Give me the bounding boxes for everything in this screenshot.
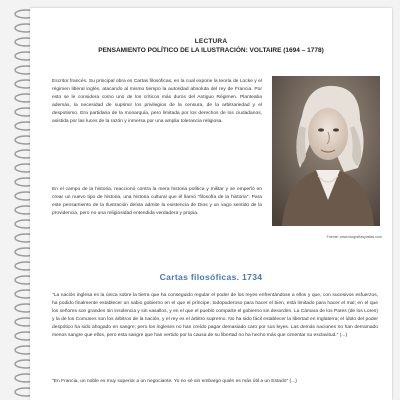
lecture-label: LECTURA [194,38,228,45]
document-header [30,38,392,54]
document-page [30,8,392,400]
page-title: PENSAMIENTO POLÍTICO DE LA ILUSTRACIÓN: VOLTAIRE (1694 – 1778) [98,47,324,54]
section-title: Cartas filosóficas. 1734 [159,272,263,282]
portrait-caption: Fuente: www.biografiasyvidas.com [326,235,382,239]
quote-paragraph-1: "La nación inglesa es la única sobre la tierra que ha conseguido regular el poder de los reyes enfrentándose a ellos y que, con sucesivos esfuerzos, ha podido finalmente establecer un sabio gobierno en el que el príncipe, todopoderoso para hacer el bien, está limitado para hacer el mal; en el que los señores son grandes sin insolencia y sin vasallos, y en el que el pueblo comparte el gobierno sin desorden. La Cámara de los Pares (de los Lores) y la de los Comunes son los árbitros de la nación, y el rey es el árbitro supremo. No ha sido fácil establecer la libertad en Inglaterra; el ídolo del poder despótico ha sido ahogado en sangre; pero los ingleses no han creído pagar demasiado caro por sus leyes. Las demás naciones no han derramado menos sangre que ellos, pero esta sangre que han vertido por la causa de su libertad no ha hecho más que cimentar su esclavitud." (...) [52,293,378,339]
intro-paragraph-2: En el campo de la historia, reaccionó contra la mera historia política y militar y se empeñó en crear un nuevo tipo de historia, una historia cultural que él llamó "filosofía de la historia". Para este pensamiento de la Ilustración deísta admite la existencia de Dios y un vago sentido de la providencia, pero no una religiosidad entendida verdadera y propia. [52,187,262,217]
voltaire-portrait [272,76,380,226]
quote-paragraph-2: "En Francia, un noble es muy superior a un negociante. Yo no sé sin embargo quién es más útil a un Estado" (...) [52,379,297,384]
intro-paragraph-1: Escritor francés. Su principal obra es Cartas filosóficas, en la cual expone la teoría de Locke y el régimen liberal inglés, atacando al mismo tiempo la autoridad absoluta del rey de Francia. Por esto se le considera como uno de los críticos más duros del Antiguo Régimen. Planteaba además, la necesidad de suprimir los privilegios de la censura, de la arbitrariedad y el despotismo. Era partidaria de la monarquía, pero limitada por los derechos de los ciudadanos, asistida por las luces de la razón y inmersa por una amplia tolerancia religiosa. [52,79,262,125]
